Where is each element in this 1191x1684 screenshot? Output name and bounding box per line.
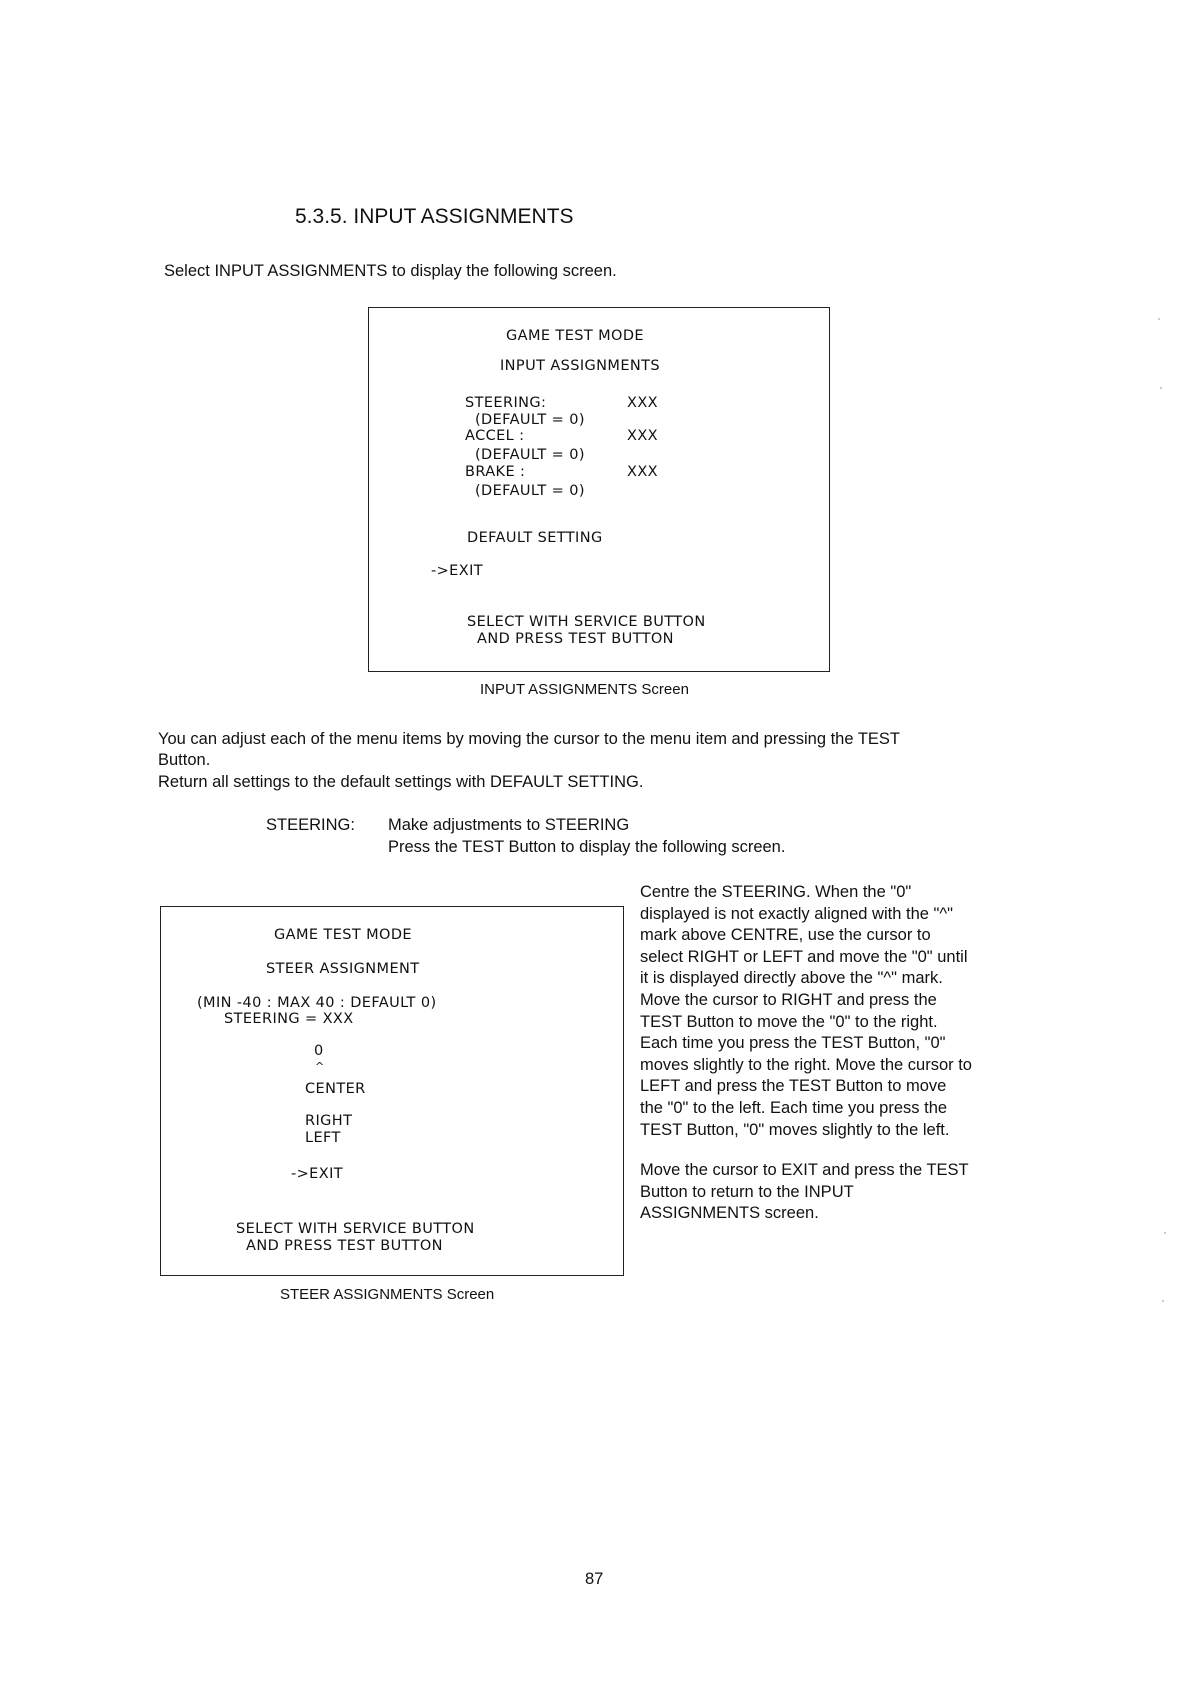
right-item: RIGHT <box>305 1113 353 1129</box>
side-line: ASSIGNMENTS screen. <box>640 1204 819 1223</box>
instruction-line-2: AND PRESS TEST BUTTON <box>477 631 674 647</box>
intro-text: Select INPUT ASSIGNMENTS to display the following screen. <box>164 262 617 280</box>
side-line: the "0" to the left. Each time you press the <box>640 1098 948 1117</box>
caret-marker: ^ <box>315 1060 325 1073</box>
accel-default: (DEFAULT = 0) <box>475 447 585 463</box>
left-item: LEFT <box>305 1130 341 1146</box>
side-line: Move the cursor to EXIT and press the TEST <box>640 1161 969 1179</box>
range-line: (MIN -40 : MAX 40 : DEFAULT 0) <box>197 995 437 1011</box>
steering-label: STEERING: <box>465 395 547 411</box>
page-number: 87 <box>585 1570 604 1588</box>
steering-desc-1: Make adjustments to STEERING <box>388 816 630 834</box>
steering-desc-2: Press the TEST Button to display the following screen. <box>388 838 786 856</box>
exit-item: ->EXIT <box>291 1166 344 1182</box>
side-text-block-1 <box>640 882 972 1141</box>
side-line: Centre the STEERING. When the "0" <box>640 883 912 901</box>
side-line: moves slightly to the right. Move the cursor to <box>640 1055 972 1074</box>
side-line: displayed is not exactly aligned with the "^" <box>640 904 953 923</box>
scan-speck <box>1162 1300 1164 1302</box>
screen-subtitle: STEER ASSIGNMENT <box>266 961 420 977</box>
scan-speck <box>1164 1232 1166 1234</box>
side-line: TEST Button to move the "0" to the right. <box>640 1012 938 1031</box>
accel-value: XXX <box>627 428 659 444</box>
paragraph-2: Return all settings to the default settings with DEFAULT SETTING. <box>158 773 644 791</box>
side-line: LEFT and press the TEST Button to move <box>640 1077 947 1096</box>
scan-speck <box>1158 318 1160 320</box>
side-line: Move the cursor to RIGHT and press the <box>640 990 937 1009</box>
accel-label: ACCEL : <box>465 428 525 444</box>
zero-marker: 0 <box>314 1043 324 1059</box>
scan-speck <box>1160 387 1162 389</box>
exit-item: ->EXIT <box>431 563 484 579</box>
input-assignments-screen <box>368 307 830 672</box>
side-line: Each time you press the TEST Button, "0" <box>640 1034 946 1053</box>
screen-title: GAME TEST MODE <box>274 927 412 943</box>
screen1-caption: INPUT ASSIGNMENTS Screen <box>480 681 689 698</box>
steering-value: XXX <box>627 395 659 411</box>
side-line: TEST Button, "0" moves slightly to the left. <box>640 1120 950 1139</box>
brake-label: BRAKE : <box>465 464 526 480</box>
screen-title: GAME TEST MODE <box>506 328 644 344</box>
center-item: CENTER <box>305 1081 366 1097</box>
steering-line: STEERING = XXX <box>224 1011 354 1027</box>
default-setting-item: DEFAULT SETTING <box>467 530 603 546</box>
side-line: select RIGHT or LEFT and move the "0" until <box>640 947 968 966</box>
steer-assignment-screen <box>160 906 624 1276</box>
steering-term: STEERING: <box>266 816 355 834</box>
steering-default: (DEFAULT = 0) <box>475 412 585 428</box>
instruction-line-1: SELECT WITH SERVICE BUTTON <box>467 614 706 630</box>
side-line: Button to return to the INPUT <box>640 1182 854 1201</box>
screen-subtitle: INPUT ASSIGNMENTS <box>500 358 661 374</box>
instruction-line-1: SELECT WITH SERVICE BUTTON <box>236 1221 475 1237</box>
screen2-caption: STEER ASSIGNMENTS Screen <box>280 1286 495 1303</box>
section-heading: 5.3.5. INPUT ASSIGNMENTS <box>295 205 574 228</box>
brake-default: (DEFAULT = 0) <box>475 483 585 499</box>
side-text-block-2 <box>640 1160 969 1225</box>
brake-value: XXX <box>627 464 659 480</box>
side-line: mark above CENTRE, use the cursor to <box>640 926 931 945</box>
paragraph-1-line-1: You can adjust each of the menu items by moving the cursor to the menu item and pressing the TEST <box>158 730 900 748</box>
paragraph-1-line-2: Button. <box>158 751 211 769</box>
side-line: it is displayed directly above the "^" mark. <box>640 969 943 988</box>
instruction-line-2: AND PRESS TEST BUTTON <box>246 1238 443 1254</box>
